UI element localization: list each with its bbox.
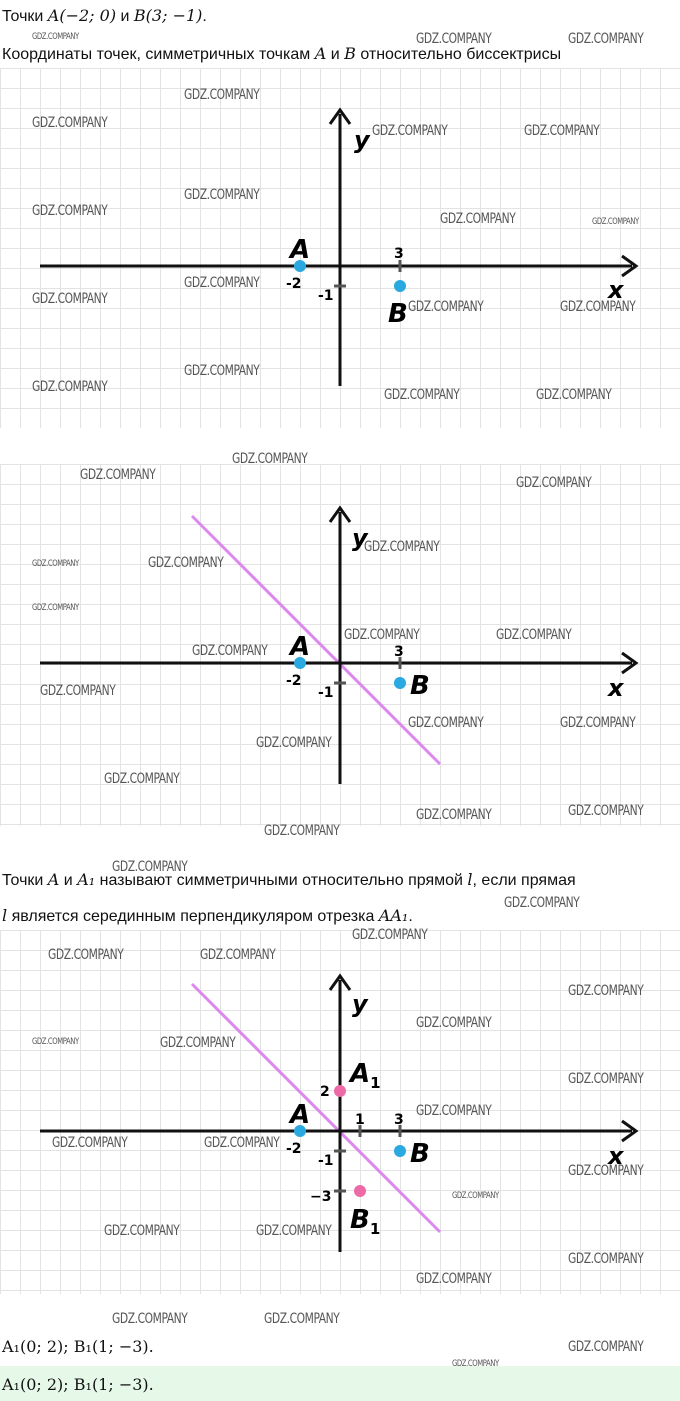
label-y: y bbox=[352, 990, 368, 1018]
watermark: GDZ.COMPANY bbox=[536, 387, 612, 403]
label-2: 2 bbox=[320, 1084, 330, 1100]
result-line: A₁(0; 2); B₁(1; −3). bbox=[2, 1337, 154, 1356]
label-y: y bbox=[354, 126, 370, 154]
watermark: GDZ.COMPANY bbox=[372, 123, 448, 139]
watermark: GDZ.COMPANY bbox=[184, 275, 260, 291]
label-a: A bbox=[290, 235, 311, 265]
watermark: GDZ.COMPANY bbox=[184, 187, 260, 203]
figure-2-bisector bbox=[0, 464, 680, 826]
label-x: x bbox=[608, 674, 624, 702]
watermark: GDZ.COMPANY bbox=[52, 1135, 128, 1151]
point-a1 bbox=[334, 1085, 346, 1097]
watermark: GDZ.COMPANY bbox=[264, 823, 340, 839]
watermark: GDZ.COMPANY bbox=[184, 87, 260, 103]
label-b: B bbox=[388, 299, 408, 329]
watermark: GDZ.COMPANY bbox=[232, 451, 308, 467]
watermark: GDZ.COMPANY bbox=[32, 115, 108, 131]
label-b: B bbox=[410, 671, 430, 701]
watermark: GDZ.COMPANY bbox=[256, 735, 332, 751]
definition-line-2: l является серединным перпендикуляром отрезка AA₁. bbox=[2, 906, 413, 925]
label-minus-1: -1 bbox=[318, 685, 334, 701]
watermark: GDZ.COMPANY bbox=[184, 363, 260, 379]
watermark: GDZ.COMPANY bbox=[560, 715, 636, 731]
watermark: GDZ.COMPANY bbox=[32, 291, 108, 307]
watermark: GDZ.COMPANY bbox=[160, 1035, 236, 1051]
watermark: GDZ.COMPANY bbox=[568, 31, 644, 47]
watermark: GDZ.COMPANY bbox=[40, 683, 116, 699]
label-1: 1 bbox=[355, 1112, 365, 1128]
watermark: GDZ.COMPANY bbox=[364, 539, 440, 555]
answer-text: A₁(0; 2); B₁(1; −3). bbox=[2, 1375, 154, 1394]
watermark: GDZ.COMPANY bbox=[104, 1223, 180, 1239]
watermark: GDZ.COMPANY bbox=[568, 983, 644, 999]
watermark: GDZ.COMPANY bbox=[524, 123, 600, 139]
watermark: GDZ.COMPANY bbox=[416, 31, 492, 47]
watermark: GDZ.COMPANY bbox=[32, 32, 79, 42]
label-minus-2: -2 bbox=[286, 1141, 302, 1157]
watermark: GDZ.COMPANY bbox=[32, 203, 108, 219]
point-b1 bbox=[354, 1185, 366, 1197]
watermark: GDZ.COMPANY bbox=[32, 559, 79, 569]
watermark: GDZ.COMPANY bbox=[568, 1163, 644, 1179]
watermark: GDZ.COMPANY bbox=[384, 387, 460, 403]
label-minus-2: -2 bbox=[286, 276, 302, 292]
label-x: x bbox=[608, 276, 624, 304]
watermark: GDZ.COMPANY bbox=[192, 643, 268, 659]
intro-line-1: Точки A(−2; 0) и B(3; −1). bbox=[2, 6, 207, 25]
watermark: GDZ.COMPANY bbox=[112, 859, 188, 875]
watermark: GDZ.COMPANY bbox=[452, 1191, 499, 1201]
answer-box bbox=[0, 1366, 680, 1401]
watermark: GDZ.COMPANY bbox=[416, 807, 492, 823]
label-a: A bbox=[290, 632, 311, 662]
label-a1: $A_1$ bbox=[350, 1059, 381, 1092]
watermark: GDZ.COMPANY bbox=[256, 1223, 332, 1239]
watermark: GDZ.COMPANY bbox=[504, 895, 580, 911]
watermark: GDZ.COMPANY bbox=[568, 803, 644, 819]
point-b bbox=[394, 677, 406, 689]
watermark: GDZ.COMPANY bbox=[452, 1359, 499, 1369]
label-y: y bbox=[352, 524, 368, 552]
label-3: 3 bbox=[394, 1112, 404, 1128]
watermark: GDZ.COMPANY bbox=[104, 771, 180, 787]
watermark: GDZ.COMPANY bbox=[32, 1037, 79, 1047]
watermark: GDZ.COMPANY bbox=[592, 217, 639, 227]
label-minus-1: -1 bbox=[318, 1153, 334, 1169]
label-b: B bbox=[410, 1139, 430, 1169]
watermark: GDZ.COMPANY bbox=[32, 379, 108, 395]
watermark: GDZ.COMPANY bbox=[408, 715, 484, 731]
intro-line-2: Координаты точек, симметричных точкам A и B относительно биссектрисы bbox=[2, 44, 562, 63]
watermark: GDZ.COMPANY bbox=[32, 603, 79, 613]
definition-line-1: Точки A и A₁ называют симметричными относительно прямой l, если прямая bbox=[2, 870, 576, 889]
label-x: x bbox=[608, 1142, 624, 1170]
label-minus-1: -1 bbox=[318, 288, 334, 304]
watermark: GDZ.COMPANY bbox=[344, 627, 420, 643]
label-3: 3 bbox=[394, 644, 404, 660]
watermark: GDZ.COMPANY bbox=[264, 1311, 340, 1327]
watermark: GDZ.COMPANY bbox=[416, 1271, 492, 1287]
watermark: GDZ.COMPANY bbox=[416, 1103, 492, 1119]
label-b1: $B_1$ bbox=[350, 1205, 381, 1238]
watermark: GDZ.COMPANY bbox=[204, 1135, 280, 1151]
watermark: GDZ.COMPANY bbox=[568, 1339, 644, 1355]
watermark: GDZ.COMPANY bbox=[440, 211, 516, 227]
watermark: GDZ.COMPANY bbox=[148, 555, 224, 571]
watermark: GDZ.COMPANY bbox=[496, 627, 572, 643]
watermark: GDZ.COMPANY bbox=[568, 1251, 644, 1267]
label-minus-2: -2 bbox=[286, 673, 302, 689]
watermark: GDZ.COMPANY bbox=[408, 299, 484, 315]
watermark: GDZ.COMPANY bbox=[568, 1071, 644, 1087]
point-b bbox=[394, 280, 406, 292]
label-3: 3 bbox=[394, 246, 404, 262]
label-a: A bbox=[290, 1100, 311, 1130]
point-b bbox=[394, 1145, 406, 1157]
watermark: GDZ.COMPANY bbox=[200, 947, 276, 963]
watermark: GDZ.COMPANY bbox=[560, 299, 636, 315]
watermark: GDZ.COMPANY bbox=[80, 467, 156, 483]
watermark: GDZ.COMPANY bbox=[352, 927, 428, 943]
watermark: GDZ.COMPANY bbox=[516, 475, 592, 491]
watermark: GDZ.COMPANY bbox=[48, 947, 124, 963]
label-minus-3: −3 bbox=[310, 1189, 332, 1205]
watermark: GDZ.COMPANY bbox=[416, 1015, 492, 1031]
watermark: GDZ.COMPANY bbox=[112, 1311, 188, 1327]
